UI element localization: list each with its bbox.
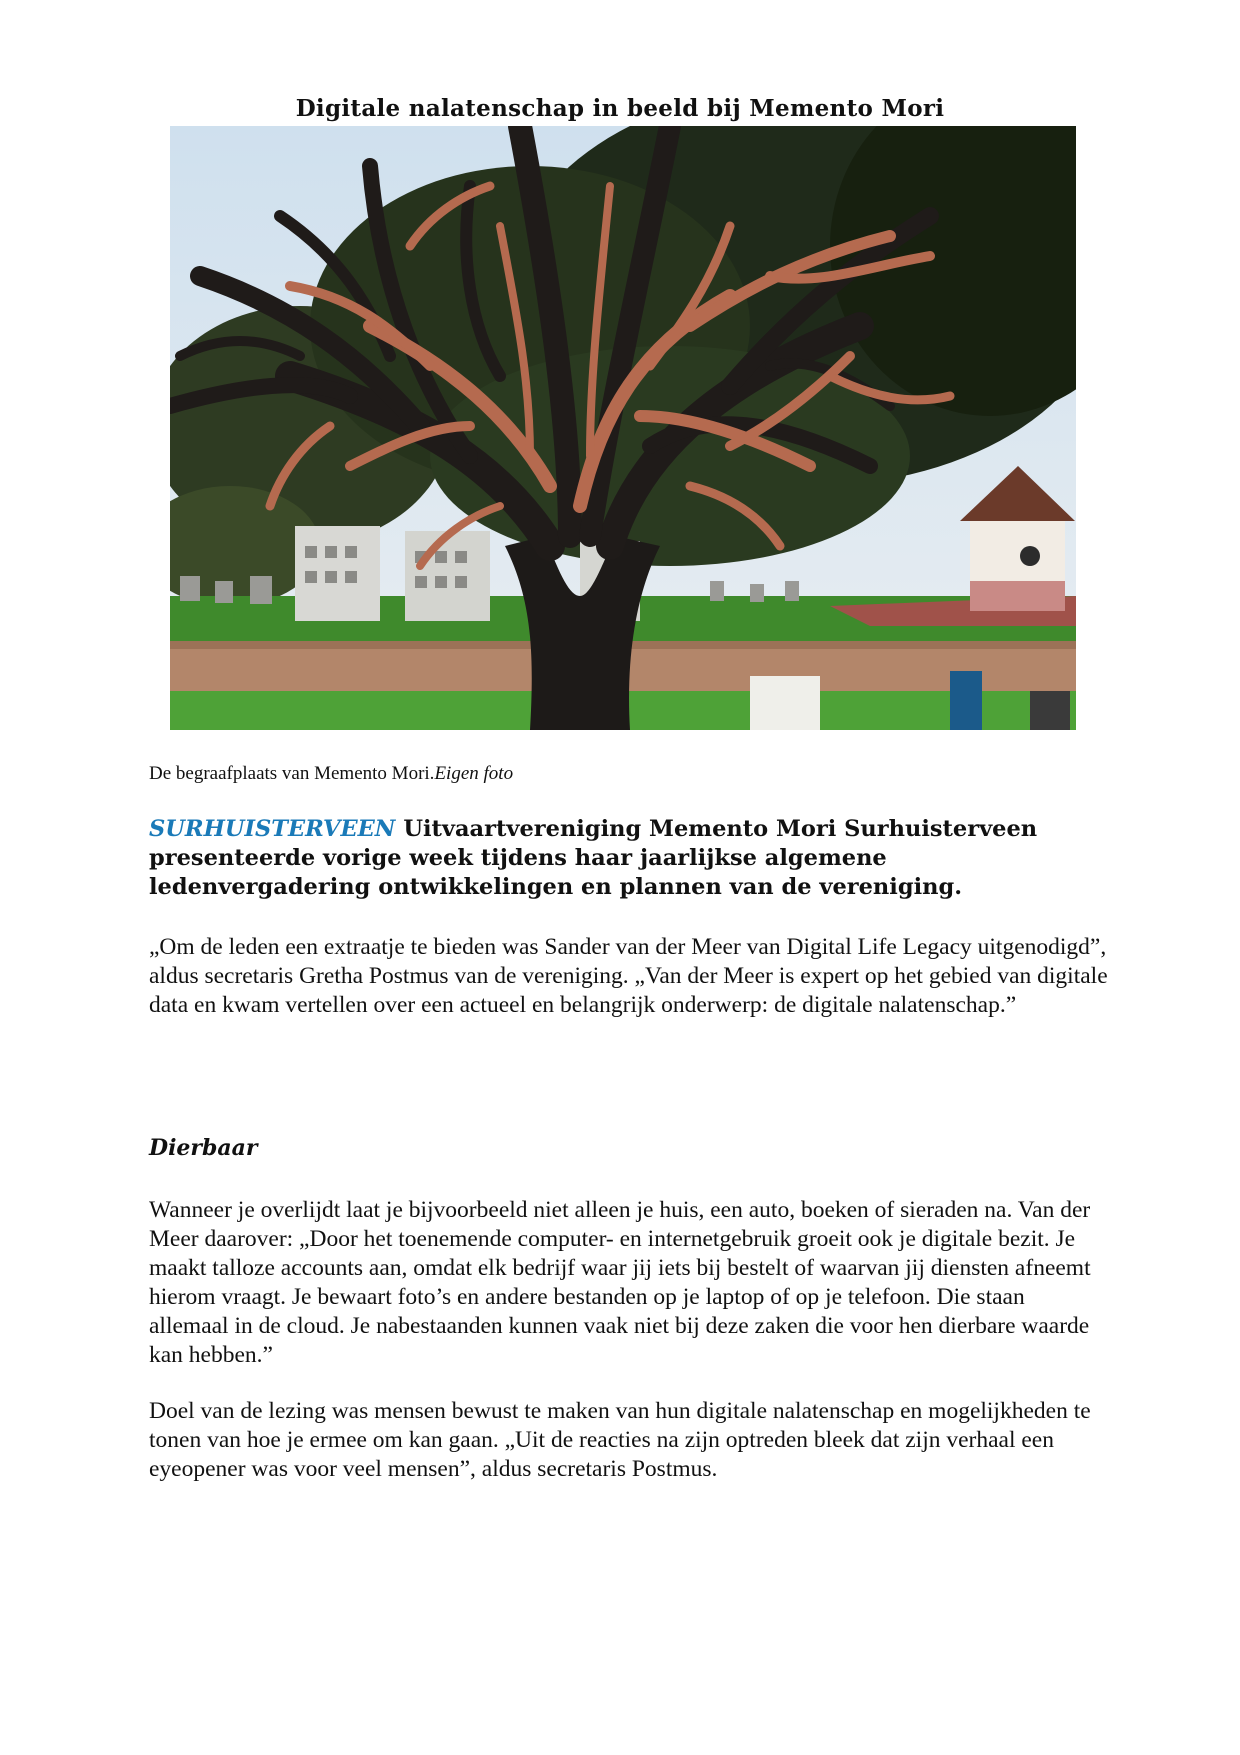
- paragraph-body: Wanneer je overlijdt laat je bijvoorbeeld niet alleen je huis, een auto, boeken of sieraden na. Van der Meer daarover: „Door het toenemende computer- en internetgebruik groeit ook je digitale bezit. Je maakt talloze accounts aan, omdat elk bedrijf waar jij iets bij bestelt of waarvan jij diensten afneemt hierom vraagt. Je bewaart foto’s en andere bestanden op je laptop of op je telefoon. Die staan allemaal in de cloud. Je nabestaanden kunnen vaak niet bij deze zaken die voor hen dierbare waarde kan hebben.”: [149, 1197, 1091, 1368]
- page-title: Digitale nalatenschap in beeld bij Memento Mori: [295, 95, 945, 122]
- subheading: Dierbaar: [149, 1135, 258, 1161]
- memorial-tree-photo: [170, 126, 1076, 730]
- paragraph-intro: „Om de leden een extraatje te bieden was Sander van der Meer van Digital Life Legacy uitgenodigd”, aldus secretaris Gretha Postmus van de vereniging. „Van der Meer is expert op het gebied van digitale data en kwam vertellen over een actueel en belangrijk onderwerp: de digitale nalatenschap.”: [149, 934, 1108, 1018]
- paragraph-closing: Doel van de lezing was mensen bewust te maken van hun digitale nalatenschap en mogelijkheden te tonen van hoe je ermee om kan gaan. „Uit de reacties na zijn optreden bleek dat zijn verhaal een eyeopener was voor veel mensen”, aldus secretaris Postmus.: [149, 1398, 1091, 1482]
- lead-text: Uitvaartvereniging Memento Mori Surhuisterveen presenteerde vorige week tijdens haar jaarlijkse algemene ledenvergadering ontwikkelingen en plannen van de vereniging.: [149, 816, 1038, 900]
- article-lead: [149, 815, 1089, 902]
- dateline: SURHUISTERVEEN: [149, 816, 396, 842]
- caption-text: De begraafplaats van Memento Mori.: [149, 763, 435, 784]
- photo-credit: Eigen foto: [434, 763, 514, 784]
- photo-caption: [149, 763, 513, 785]
